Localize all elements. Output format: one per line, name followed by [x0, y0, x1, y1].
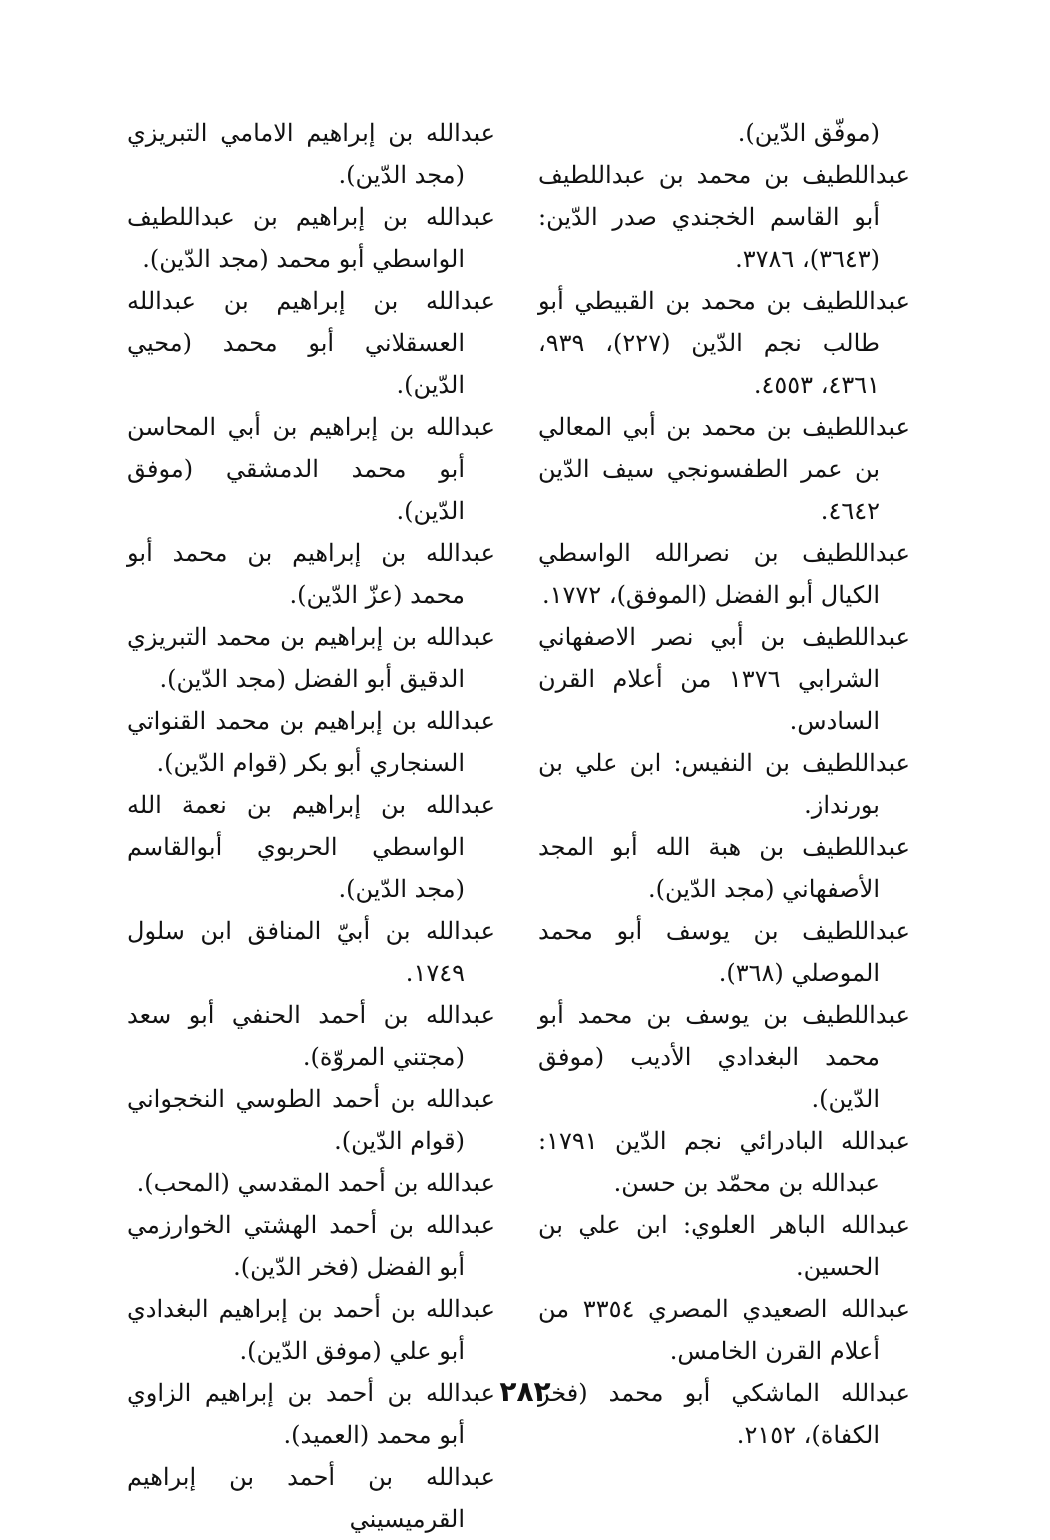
index-entry: عبداللطيف بن محمد بن عبداللطيف أبو القاسم الخجندي صدر الدّين: (٣٦٤٣)، ٣٧٨٦.	[538, 161, 910, 273]
index-entry: عبدالله بن إبراهيم بن محمد أبو محمد (عزّ الدّين).	[127, 539, 495, 609]
index-entry: عبداللطيف بن أبي نصر الاصفهاني الشرابي ١٣٧٦ من أعلام القرن السادس.	[538, 623, 910, 735]
index-entry: عبدالله بن إبراهيم بن محمد التبريزي الدقيق أبو الفضل (مجد الدّين).	[127, 623, 495, 693]
index-entry: عبدالله بن أحمد الطوسي النخجواني (قوام الدّين).	[127, 1085, 495, 1155]
index-entry: عبدالله بن أحمد المقدسي (المحب).	[136, 1169, 495, 1197]
index-entry: عبداللطيف بن يوسف بن محمد أبو محمد البغدادي الأديب (موفق الدّين).	[538, 1001, 910, 1113]
index-entry: عبدالله بن إبراهيم بن عبداللطيف الواسطي أبو محمد (مجد الدّين).	[127, 203, 495, 273]
index-entry: عبدالله البادرائي نجم الدّين ١٧٩١: عبدالله بن محمّد بن حسن.	[538, 1127, 910, 1197]
index-entry: عبدالله بن أحمد بن إبراهيم البغدادي أبو علي (موفق الدّين).	[127, 1295, 495, 1365]
index-entry: عبدالله بن أحمد الحنفي أبو سعد (مجتني المروّة).	[127, 1001, 495, 1071]
index-entry: عبداللطيف بن نصرالله الواسطي الكيال أبو الفضل (الموفق)، ١٧٧٢.	[538, 539, 910, 609]
index-entry: عبدالله الباهر العلوي: ابن علي بن الحسين.	[538, 1211, 910, 1281]
index-entry: (موفّق الدّين).	[737, 119, 880, 147]
index-entry: عبدالله بن إبراهيم بن نعمة الله الواسطي الحربوي أبوالقاسم (مجد الدّين).	[127, 791, 495, 903]
page-number: ٢٨٢	[499, 1375, 551, 1408]
index-entry: عبدالله بن إبراهيم الامامي التبريزي (مجد الدّين).	[127, 119, 495, 189]
index-column-right	[538, 112, 910, 1456]
index-entry: عبداللطيف بن النفيس: ابن علي بن بورنداز.	[538, 749, 910, 819]
index-column-left	[127, 112, 495, 1540]
index-entry: عبدالله بن أبيّ المنافق ابن سلول ١٧٤٩.	[127, 917, 495, 987]
index-entry: عبدالله بن أحمد بن إبراهيم الزاوي أبو محمد (العميد).	[127, 1379, 495, 1449]
index-entry: عبدالله بن أحمد الهشتي الخوارزمي أبو الفضل (فخر الدّين).	[127, 1211, 495, 1281]
index-entry: عبدالله بن إبراهيم بن عبدالله العسقلاني أبو محمد (محيي الدّين).	[127, 287, 495, 399]
index-entry: عبداللطيف بن محمد بن أبي المعالي بن عمر الطفسونجي سيف الدّين ٤٦٤٢.	[538, 413, 910, 525]
index-entry: عبداللطيف بن يوسف أبو محمد الموصلي (٣٦٨).	[538, 917, 910, 987]
index-entry: عبداللطيف بن محمد بن القبيطي أبو طالب نجم الدّين (٢٢٧)، ٩٣٩، ٤٣٦١، ٤٥٥٣.	[538, 287, 910, 399]
index-entry: عبداللطيف بن هبة الله أبو المجد الأصفهاني (مجد الدّين).	[538, 833, 910, 903]
index-entry: عبدالله بن إبراهيم بن أبي المحاسن أبو محمد الدمشقي (موفق الدّين).	[127, 413, 495, 525]
index-entry: عبدالله الصعيدي المصري ٣٣٥٤ من أعلام القرن الخامس.	[538, 1295, 910, 1365]
index-entry: عبدالله بن إبراهيم بن محمد القنواتي السنجاري أبو بكر (قوام الدّين).	[127, 707, 495, 777]
index-entry: عبدالله الماشكي أبو محمد (فخر الكفاة)، ٢١٥٢.	[538, 1379, 910, 1449]
index-entry: عبدالله بن أحمد بن إبراهيم القرميسيني	[127, 1463, 495, 1533]
